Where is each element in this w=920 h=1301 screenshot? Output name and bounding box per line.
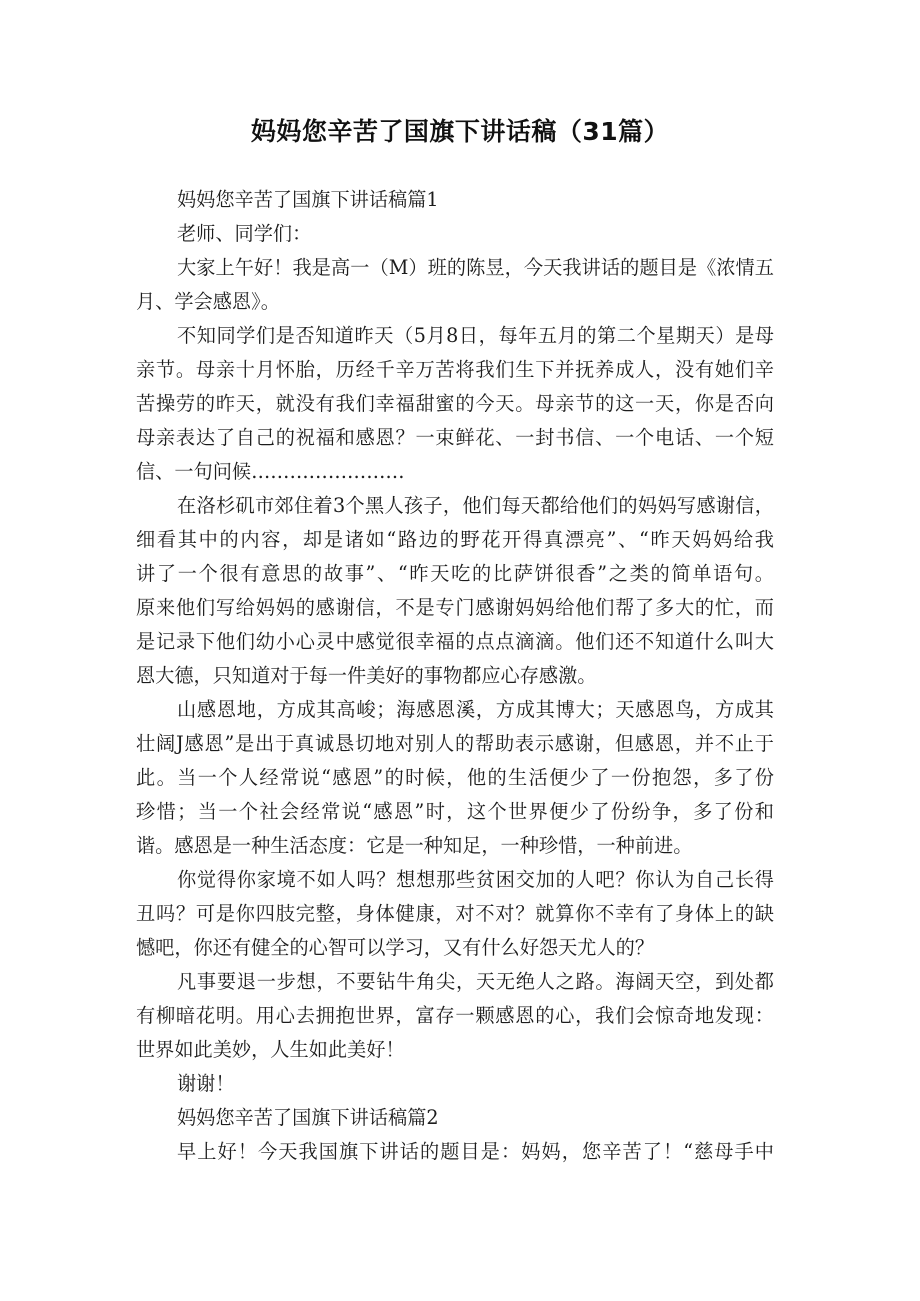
- text-line: 是记录下他们幼小心灵中感觉很幸福的点点滴滴。他们还不知道什么叫大: [136, 630, 774, 653]
- text-line: 你觉得你家境不如人吗？想想那些贫困交加的人吧？你认为自己长得: [177, 868, 774, 891]
- body-paragraph: [0, 1135, 920, 1169]
- body-paragraph: [0, 251, 920, 319]
- text-line: 世界如此美妙，人生如此美好！: [136, 1038, 405, 1061]
- text-line: 谐。感恩是一种生活态度：它是一种知足，一种珍惜，一种前进。: [136, 834, 693, 857]
- body-paragraph: [0, 693, 920, 863]
- text-line: 凡事要退一步想，不要钻牛角尖，天无绝人之路。海阔天空，到处都: [177, 970, 774, 993]
- text-line: 丑吗？可是你四肢完整，身体健康，对不对？就算你不幸有了身体上的缺: [136, 902, 774, 925]
- text-line: 珍惜；当一个社会经常说“感恩”时，这个世界便少了份纷争，多了份和: [136, 800, 774, 823]
- document-title: 妈妈您辛苦了国旗下讲话稿（31篇）: [250, 117, 670, 146]
- text-line: 大家上午好！我是高一（M）班的陈昱，今天我讲话的题目是《浓情五: [177, 256, 774, 279]
- body-paragraph: [0, 965, 920, 1067]
- section-heading: [0, 1101, 920, 1135]
- text-line: 山感恩地，方成其高峻；海感恩溪，方成其博大；天感恩鸟，方成其: [177, 698, 774, 721]
- body-paragraph: [0, 319, 920, 489]
- text-line: 在洛杉矶市郊住着3个黑人孩子，他们每天都给他们的妈妈写感谢信，: [177, 494, 774, 517]
- closing-paragraph: [0, 1067, 920, 1101]
- text-line: 早上好！今天我国旗下讲话的题目是：妈妈，您辛苦了！“慈母手中: [177, 1140, 774, 1163]
- text-line: 亲节。母亲十月怀胎，历经千辛万苦将我们生下并抚养成人，没有她们辛: [136, 358, 774, 381]
- greeting-paragraph: [0, 217, 920, 251]
- text-line: 有柳暗花明。用心去拥抱世界，富存一颗感恩的心，我们会惊奇地发现：: [136, 1004, 774, 1027]
- text-line: 细看其中的内容，却是诸如“路边的野花开得真漂亮”、“昨天妈妈给我: [136, 528, 774, 551]
- body-paragraph: [0, 489, 920, 693]
- text-line: 原来他们写给妈妈的感谢信，不是专门感谢妈妈给他们帮了多大的忙，而: [136, 596, 774, 619]
- text-line: 壮阔J感恩”是出于真诚恳切地对别人的帮助表示感谢，但感恩，并不止于: [136, 732, 774, 755]
- text-line: 母亲表达了自己的祝福和感恩？一束鲜花、一封书信、一个电话、一个短: [136, 426, 774, 449]
- section-heading: [0, 183, 920, 217]
- text-line: 谢谢！: [177, 1072, 235, 1095]
- text-line: 苦操劳的昨天，就没有我们幸福甜蜜的今天。母亲节的这一天，你是否向: [136, 392, 774, 415]
- text-line: 恩大德，只知道对于每一件美好的事物都应心存感激。: [136, 664, 597, 687]
- text-line: 不知同学们是否知道昨天（5月8日，每年五月的第二个星期天）是母: [177, 324, 774, 347]
- document-body: [0, 183, 920, 1169]
- text-line: 信、一句问候……………………: [136, 460, 405, 483]
- text-line: 憾吧，你还有健全的心智可以学习，又有什么好怨天尤人的？: [136, 936, 655, 959]
- text-line: 老师、同学们：: [177, 222, 312, 245]
- text-line: 月、学会感恩》。: [136, 290, 280, 313]
- body-paragraph: [0, 863, 920, 965]
- text-line: 妈妈您辛苦了国旗下讲话稿篇2: [177, 1106, 439, 1129]
- text-line: 此。当一个人经常说“感恩”的时候，他的生活便少了一份抱怨，多了份: [136, 766, 774, 789]
- text-line: 妈妈您辛苦了国旗下讲话稿篇1: [177, 188, 439, 211]
- text-line: 讲了一个很有意思的故事”、“昨天吃的比萨饼很香”之类的简单语句。: [136, 562, 774, 585]
